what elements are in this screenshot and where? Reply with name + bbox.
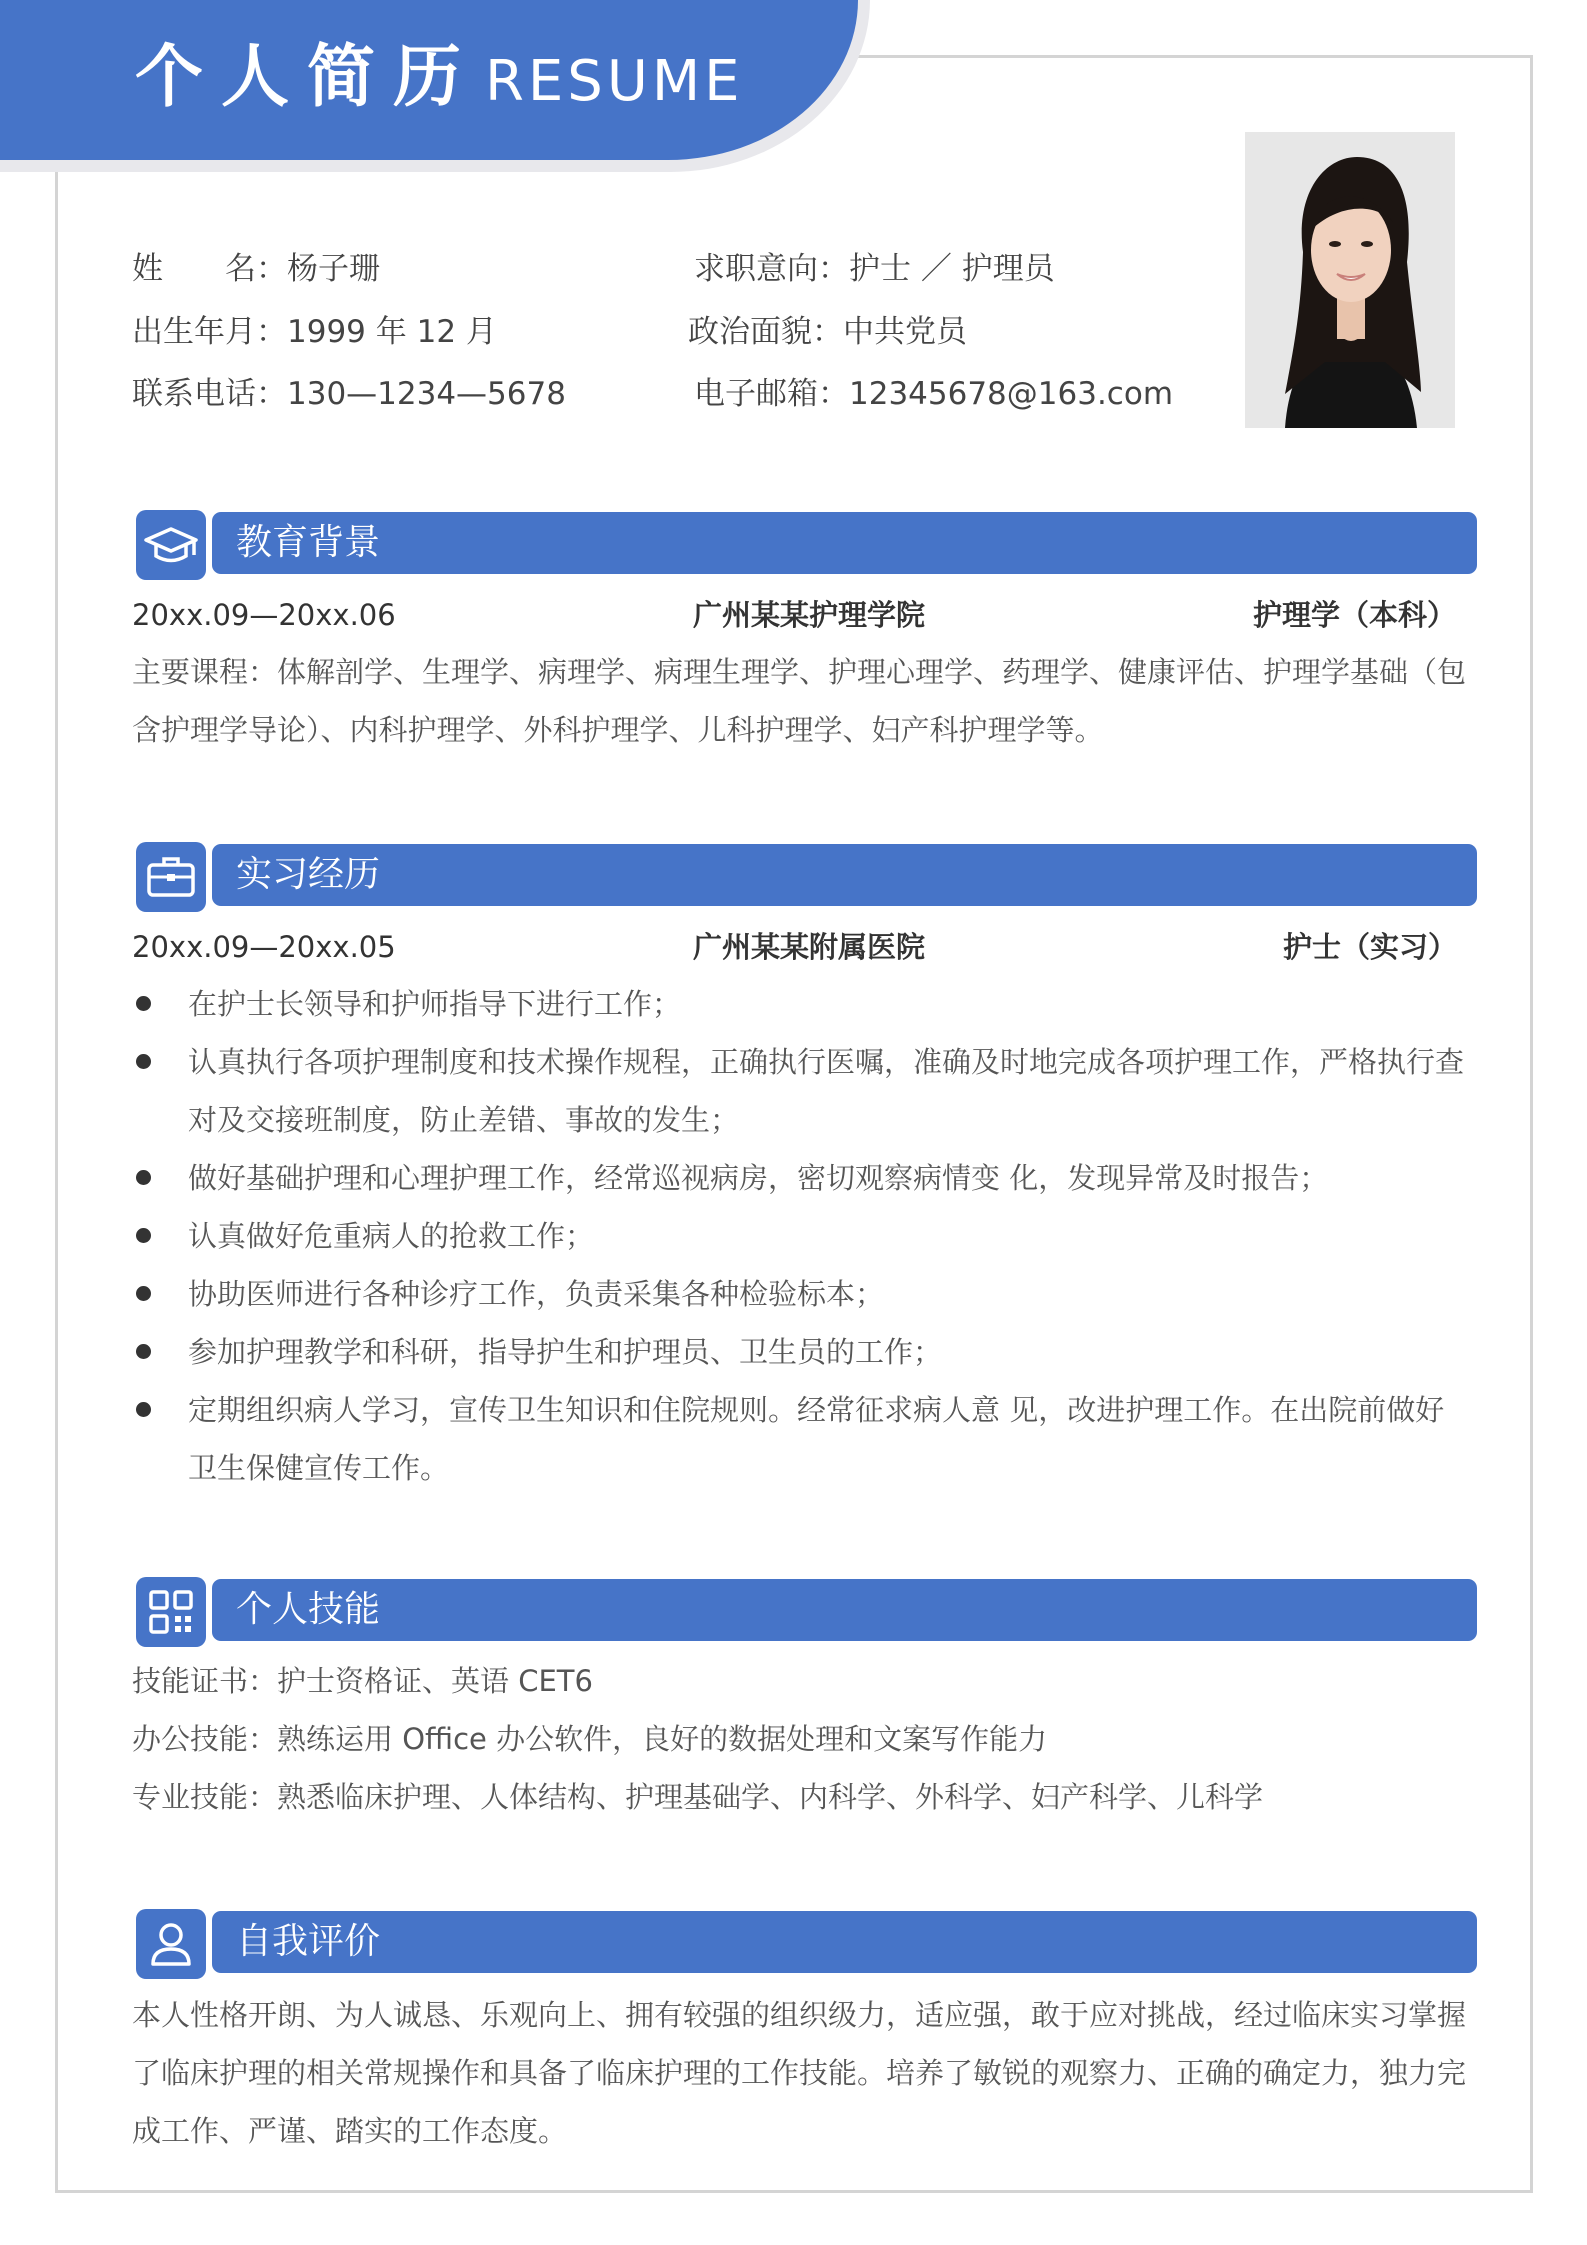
internship-title: 实习经历 xyxy=(236,854,381,895)
education-section-header xyxy=(212,512,1477,574)
skills-professional: 专业技能：熟悉临床护理、人体结构、护理基础学、内科学、外科学、妇产科学、儿科学 xyxy=(132,1780,1264,1814)
job-row xyxy=(694,249,1055,289)
skills-section-icon xyxy=(136,1577,206,1647)
portrait-illustration xyxy=(1245,132,1455,428)
education-school: 广州某某护理学院 xyxy=(693,598,926,632)
skills-office: 办公技能：熟练运用 Office 办公软件，良好的数据处理和文案写作能力 xyxy=(132,1722,1048,1756)
skills-title: 个人技能 xyxy=(236,1589,381,1630)
internship-section-header xyxy=(212,844,1477,906)
grid-icon xyxy=(136,1577,206,1647)
profile-photo xyxy=(1245,132,1455,428)
list-item: 在护士长领导和护师指导下进行工作； xyxy=(132,975,1472,1033)
internship-hospital: 广州某某附属医院 xyxy=(693,930,926,964)
self-eval-section-header xyxy=(212,1911,1477,1973)
self-eval-section-icon xyxy=(136,1909,206,1979)
list-item: 认真执行各项护理制度和技术操作规程，正确执行医嘱，准确及时地完成各项护理工作，严格执行查对及交接班制度，防止差错、事故的发生； xyxy=(132,1033,1472,1149)
education-date: 20xx.09—20xx.06 xyxy=(132,598,396,632)
name-label: 姓 名： xyxy=(132,251,287,287)
education-title: 教育背景 xyxy=(236,522,381,563)
list-item: 协助医师进行各种诊疗工作，负责采集各种检验标本； xyxy=(132,1265,1472,1323)
email-label: 电子邮箱： xyxy=(694,376,849,412)
education-major: 护理学（本科） xyxy=(1253,598,1457,632)
internship-date: 20xx.09—20xx.05 xyxy=(132,930,396,964)
political-label: 政治面貌： xyxy=(688,314,843,350)
list-item: 做好基础护理和心理护理工作，经常巡视病房，密切观察病情变 化，发现异常及时报告； xyxy=(132,1149,1472,1207)
birth-value: 1999 年 12 月 xyxy=(287,314,497,350)
job-label: 求职意向： xyxy=(694,251,849,287)
skills-certificates: 技能证书：护士资格证、英语 CET6 xyxy=(132,1664,593,1698)
phone-value: 130—1234—5678 xyxy=(287,376,566,412)
resume-subtitle: RESUME xyxy=(485,49,744,114)
resume-title: 个人简历 xyxy=(135,38,480,117)
birth-row xyxy=(132,312,497,352)
phone-label: 联系电话： xyxy=(132,376,287,412)
internship-position: 护士（实习） xyxy=(1283,930,1458,964)
header-banner xyxy=(0,0,858,160)
self-eval-title: 自我评价 xyxy=(236,1921,381,1962)
list-item: 参加护理教学和科研，指导护生和护理员、卫生员的工作； xyxy=(132,1323,1472,1381)
internship-duties xyxy=(132,975,1472,1497)
education-courses: 主要课程：体解剖学、生理学、病理学、病理生理学、护理心理学、药理学、健康评估、护理学基础（包含护理学导论）、内科护理学、外科护理学、儿科护理学、妇产科护理学等。 xyxy=(132,655,1467,747)
name-value: 杨子珊 xyxy=(287,251,380,287)
self-eval-text: 本人性格开朗、为人诚恳、乐观向上、拥有较强的组织级力，适应强，敢于应对挑战，经过临床实习掌握了临床护理的相关常规操作和具备了临床护理的工作技能。培养了敏锐的观察力、正确的确定力，独力完成工作、严谨、踏实的工作态度。 xyxy=(132,1998,1467,2148)
political-value: 中共党员 xyxy=(843,314,967,350)
education-section-icon xyxy=(136,510,206,580)
email-value: 12345678@163.com xyxy=(849,376,1174,412)
phone-row xyxy=(132,374,566,414)
email-row xyxy=(694,374,1173,414)
internship-section-icon xyxy=(136,842,206,912)
user-icon xyxy=(136,1909,206,1979)
skills-section-header xyxy=(212,1579,1477,1641)
political-row xyxy=(688,312,967,352)
briefcase-icon xyxy=(136,842,206,912)
birth-label: 出生年月： xyxy=(132,314,287,350)
job-value: 护士 ／ 护理员 xyxy=(849,251,1055,287)
name-row xyxy=(132,249,380,289)
list-item: 认真做好危重病人的抢救工作； xyxy=(132,1207,1472,1265)
list-item: 定期组织病人学习，宣传卫生知识和住院规则。经常征求病人意 见，改进护理工作。在出院前做好卫生保健宣传工作。 xyxy=(132,1381,1472,1497)
graduation-cap-icon xyxy=(136,510,206,580)
